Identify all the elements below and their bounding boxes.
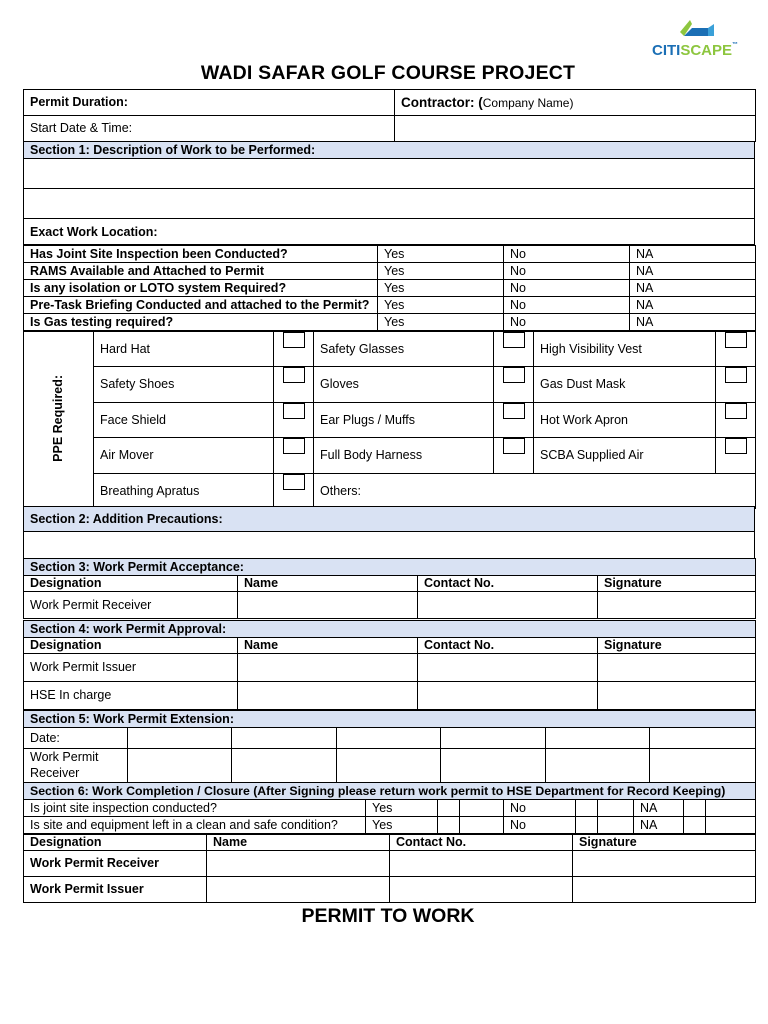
- signature-field[interactable]: [598, 682, 756, 710]
- ppe-item-label: Gas Dust Mask: [534, 367, 716, 402]
- table-row: [24, 851, 756, 877]
- column-header: Name: [238, 638, 418, 654]
- question-row: [24, 314, 756, 331]
- yes-option: Yes: [366, 817, 438, 834]
- column-header: Designation: [24, 835, 207, 851]
- signature-field[interactable]: [573, 877, 756, 903]
- no-option[interactable]: No: [504, 314, 630, 331]
- yes-option: Yes: [366, 800, 438, 817]
- contact-field[interactable]: [390, 851, 573, 877]
- section2-heading: Section 2: Addition Precautions:: [24, 507, 755, 532]
- no-checkbox[interactable]: [576, 800, 598, 817]
- contractor-field[interactable]: Contractor: (Company Name): [395, 90, 756, 116]
- ppe-required-label: PPE Required:: [24, 332, 94, 509]
- contact-field[interactable]: [418, 682, 598, 710]
- signature-field[interactable]: [573, 851, 756, 877]
- na-checkbox[interactable]: [684, 817, 706, 834]
- section5-table: [23, 710, 756, 783]
- ppe-item-label: Breathing Apratus: [94, 473, 274, 508]
- contact-field[interactable]: [390, 877, 573, 903]
- extension-date-field[interactable]: [650, 728, 756, 749]
- ppe-checkbox[interactable]: [716, 402, 756, 437]
- work-location-field[interactable]: Exact Work Location:: [24, 219, 755, 245]
- yes-option[interactable]: Yes: [378, 280, 504, 297]
- section4-table: [23, 620, 756, 710]
- no-checkbox[interactable]: [576, 817, 598, 834]
- header-table: [23, 89, 756, 142]
- na-option[interactable]: NA: [630, 246, 756, 263]
- yes-checkbox[interactable]: [438, 817, 460, 834]
- na-checkbox[interactable]: [684, 800, 706, 817]
- no-option[interactable]: No: [504, 297, 630, 314]
- extension-receiver-label: Work Permit Receiver: [24, 749, 128, 783]
- spacer: [460, 800, 504, 817]
- column-header: Signature: [573, 835, 756, 851]
- no-option[interactable]: No: [504, 280, 630, 297]
- question-label: Pre-Task Briefing Conducted and attached to the Permit?: [24, 297, 378, 314]
- no-option: No: [504, 800, 576, 817]
- section3-table: [23, 558, 756, 619]
- designation-label: HSE In charge: [24, 682, 238, 710]
- spacer: [598, 817, 634, 834]
- start-date-field[interactable]: Start Date & Time:: [24, 116, 395, 142]
- spacer: [460, 817, 504, 834]
- ppe-checkbox[interactable]: [494, 438, 534, 473]
- na-option: NA: [634, 800, 684, 817]
- question-label: Has Joint Site Inspection been Conducted?: [24, 246, 378, 263]
- name-field[interactable]: [207, 877, 390, 903]
- ppe-item-label: Gloves: [314, 367, 494, 402]
- signature-field[interactable]: [598, 592, 756, 619]
- ppe-item-label: Hot Work Apron: [534, 402, 716, 437]
- designation-label: Work Permit Issuer: [24, 654, 238, 682]
- table-row: [24, 682, 756, 710]
- column-header: Signature: [598, 638, 756, 654]
- name-field[interactable]: [238, 654, 418, 682]
- questions-table: [23, 245, 756, 331]
- ppe-table: [23, 331, 756, 509]
- extension-receiver-field[interactable]: [232, 749, 337, 783]
- name-field[interactable]: [207, 851, 390, 877]
- start-date-value[interactable]: [395, 116, 756, 142]
- extension-receiver-field[interactable]: [546, 749, 650, 783]
- yes-option[interactable]: Yes: [378, 314, 504, 331]
- ppe-item-label: Air Mover: [94, 438, 274, 473]
- contact-field[interactable]: [418, 592, 598, 619]
- question-label: Is any isolation or LOTO system Required?: [24, 280, 378, 297]
- no-option: No: [504, 817, 576, 834]
- designation-label: Work Permit Receiver: [24, 851, 207, 877]
- question-label: RAMS Available and Attached to Permit: [24, 263, 378, 280]
- column-header: Contact No.: [418, 576, 598, 592]
- ppe-item-label: High Visibility Vest: [534, 332, 716, 367]
- question-label: Is site and equipment left in a clean and safe condition?: [24, 817, 366, 834]
- ppe-checkbox[interactable]: [494, 367, 534, 402]
- yes-option[interactable]: Yes: [378, 297, 504, 314]
- column-header: Contact No.: [418, 638, 598, 654]
- signature-field[interactable]: [598, 654, 756, 682]
- extension-date-field[interactable]: [546, 728, 650, 749]
- question-row: [24, 263, 756, 280]
- work-description-line-1[interactable]: [24, 159, 755, 189]
- na-option[interactable]: NA: [630, 263, 756, 280]
- citiscape-logo: [648, 14, 738, 64]
- name-field[interactable]: [238, 682, 418, 710]
- question-row: [24, 800, 756, 817]
- extension-date-field[interactable]: [441, 728, 546, 749]
- ppe-checkbox[interactable]: [494, 402, 534, 437]
- extension-date-label: Date:: [24, 728, 128, 749]
- section5-heading: Section 5: Work Permit Extension:: [24, 711, 756, 728]
- column-header: Contact No.: [390, 835, 573, 851]
- ppe-item-label: Safety Glasses: [314, 332, 494, 367]
- section1-heading: Section 1: Description of Work to be Performed:: [24, 142, 755, 159]
- spacer: [706, 817, 756, 834]
- ppe-checkbox[interactable]: [716, 438, 756, 473]
- ppe-checkbox[interactable]: [716, 332, 756, 367]
- question-label: Is Gas testing required?: [24, 314, 378, 331]
- question-label: Is joint site inspection conducted?: [24, 800, 366, 817]
- page-title: WADI SAFAR GOLF COURSE PROJECT: [200, 62, 576, 84]
- section2-table: [23, 506, 755, 559]
- ppe-checkbox[interactable]: [274, 438, 314, 473]
- ppe-checkbox[interactable]: [716, 367, 756, 402]
- ppe-item-label: Ear Plugs / Muffs: [314, 402, 494, 437]
- question-row: [24, 246, 756, 263]
- name-field[interactable]: [238, 592, 418, 619]
- work-description-line-2[interactable]: [24, 189, 755, 219]
- section6-heading: Section 6: Work Completion / Closure (After Signing please return work permit to HSE Department for Record Keeping): [24, 783, 756, 800]
- question-row: [24, 280, 756, 297]
- na-option: NA: [634, 817, 684, 834]
- column-header: Name: [207, 835, 390, 851]
- ppe-item-label: SCBA Supplied Air: [534, 438, 716, 473]
- section6-signature-table: [23, 834, 756, 903]
- ppe-item-label: Safety Shoes: [94, 367, 274, 402]
- section6-table: [23, 782, 756, 834]
- logo-text: CITISCAPE™: [652, 42, 739, 59]
- no-option[interactable]: No: [504, 263, 630, 280]
- column-header: Designation: [24, 638, 238, 654]
- footer-title: PERMIT TO WORK: [301, 905, 475, 927]
- ppe-checkbox[interactable]: [274, 473, 314, 508]
- ppe-others-field[interactable]: Others:: [314, 473, 756, 508]
- na-option[interactable]: NA: [630, 314, 756, 331]
- extension-receiver-field[interactable]: [337, 749, 441, 783]
- ppe-checkbox[interactable]: [274, 402, 314, 437]
- spacer: [706, 800, 756, 817]
- ppe-item-label: Face Shield: [94, 402, 274, 437]
- spacer: [598, 800, 634, 817]
- precautions-field[interactable]: [24, 532, 755, 559]
- column-header: Signature: [598, 576, 756, 592]
- extension-receiver-field[interactable]: [650, 749, 756, 783]
- table-row: [24, 592, 756, 619]
- contact-field[interactable]: [418, 654, 598, 682]
- column-header: Designation: [24, 576, 238, 592]
- ppe-item-label: Hard Hat: [94, 332, 274, 367]
- ppe-checkbox[interactable]: [274, 332, 314, 367]
- designation-label: Work Permit Receiver: [24, 592, 238, 619]
- section3-heading: Section 3: Work Permit Acceptance:: [24, 559, 756, 576]
- no-option[interactable]: No: [504, 246, 630, 263]
- extension-date-field[interactable]: [337, 728, 441, 749]
- ppe-checkbox[interactable]: [274, 367, 314, 402]
- question-row: [24, 817, 756, 834]
- question-row: [24, 297, 756, 314]
- extension-date-field[interactable]: [128, 728, 232, 749]
- yes-option[interactable]: Yes: [378, 246, 504, 263]
- na-option[interactable]: NA: [630, 280, 756, 297]
- table-row: [24, 877, 756, 903]
- yes-checkbox[interactable]: [438, 800, 460, 817]
- ppe-checkbox[interactable]: [494, 332, 534, 367]
- extension-receiver-field[interactable]: [128, 749, 232, 783]
- designation-label: Work Permit Issuer: [24, 877, 207, 903]
- ppe-item-label: Full Body Harness: [314, 438, 494, 473]
- extension-date-field[interactable]: [232, 728, 337, 749]
- yes-option[interactable]: Yes: [378, 263, 504, 280]
- section4-heading: Section 4: work Permit Approval:: [24, 621, 756, 638]
- na-option[interactable]: NA: [630, 297, 756, 314]
- permit-duration-field[interactable]: Permit Duration:: [24, 90, 395, 116]
- extension-receiver-field[interactable]: [441, 749, 546, 783]
- column-header: Name: [238, 576, 418, 592]
- table-row: [24, 654, 756, 682]
- section1-table: [23, 141, 755, 245]
